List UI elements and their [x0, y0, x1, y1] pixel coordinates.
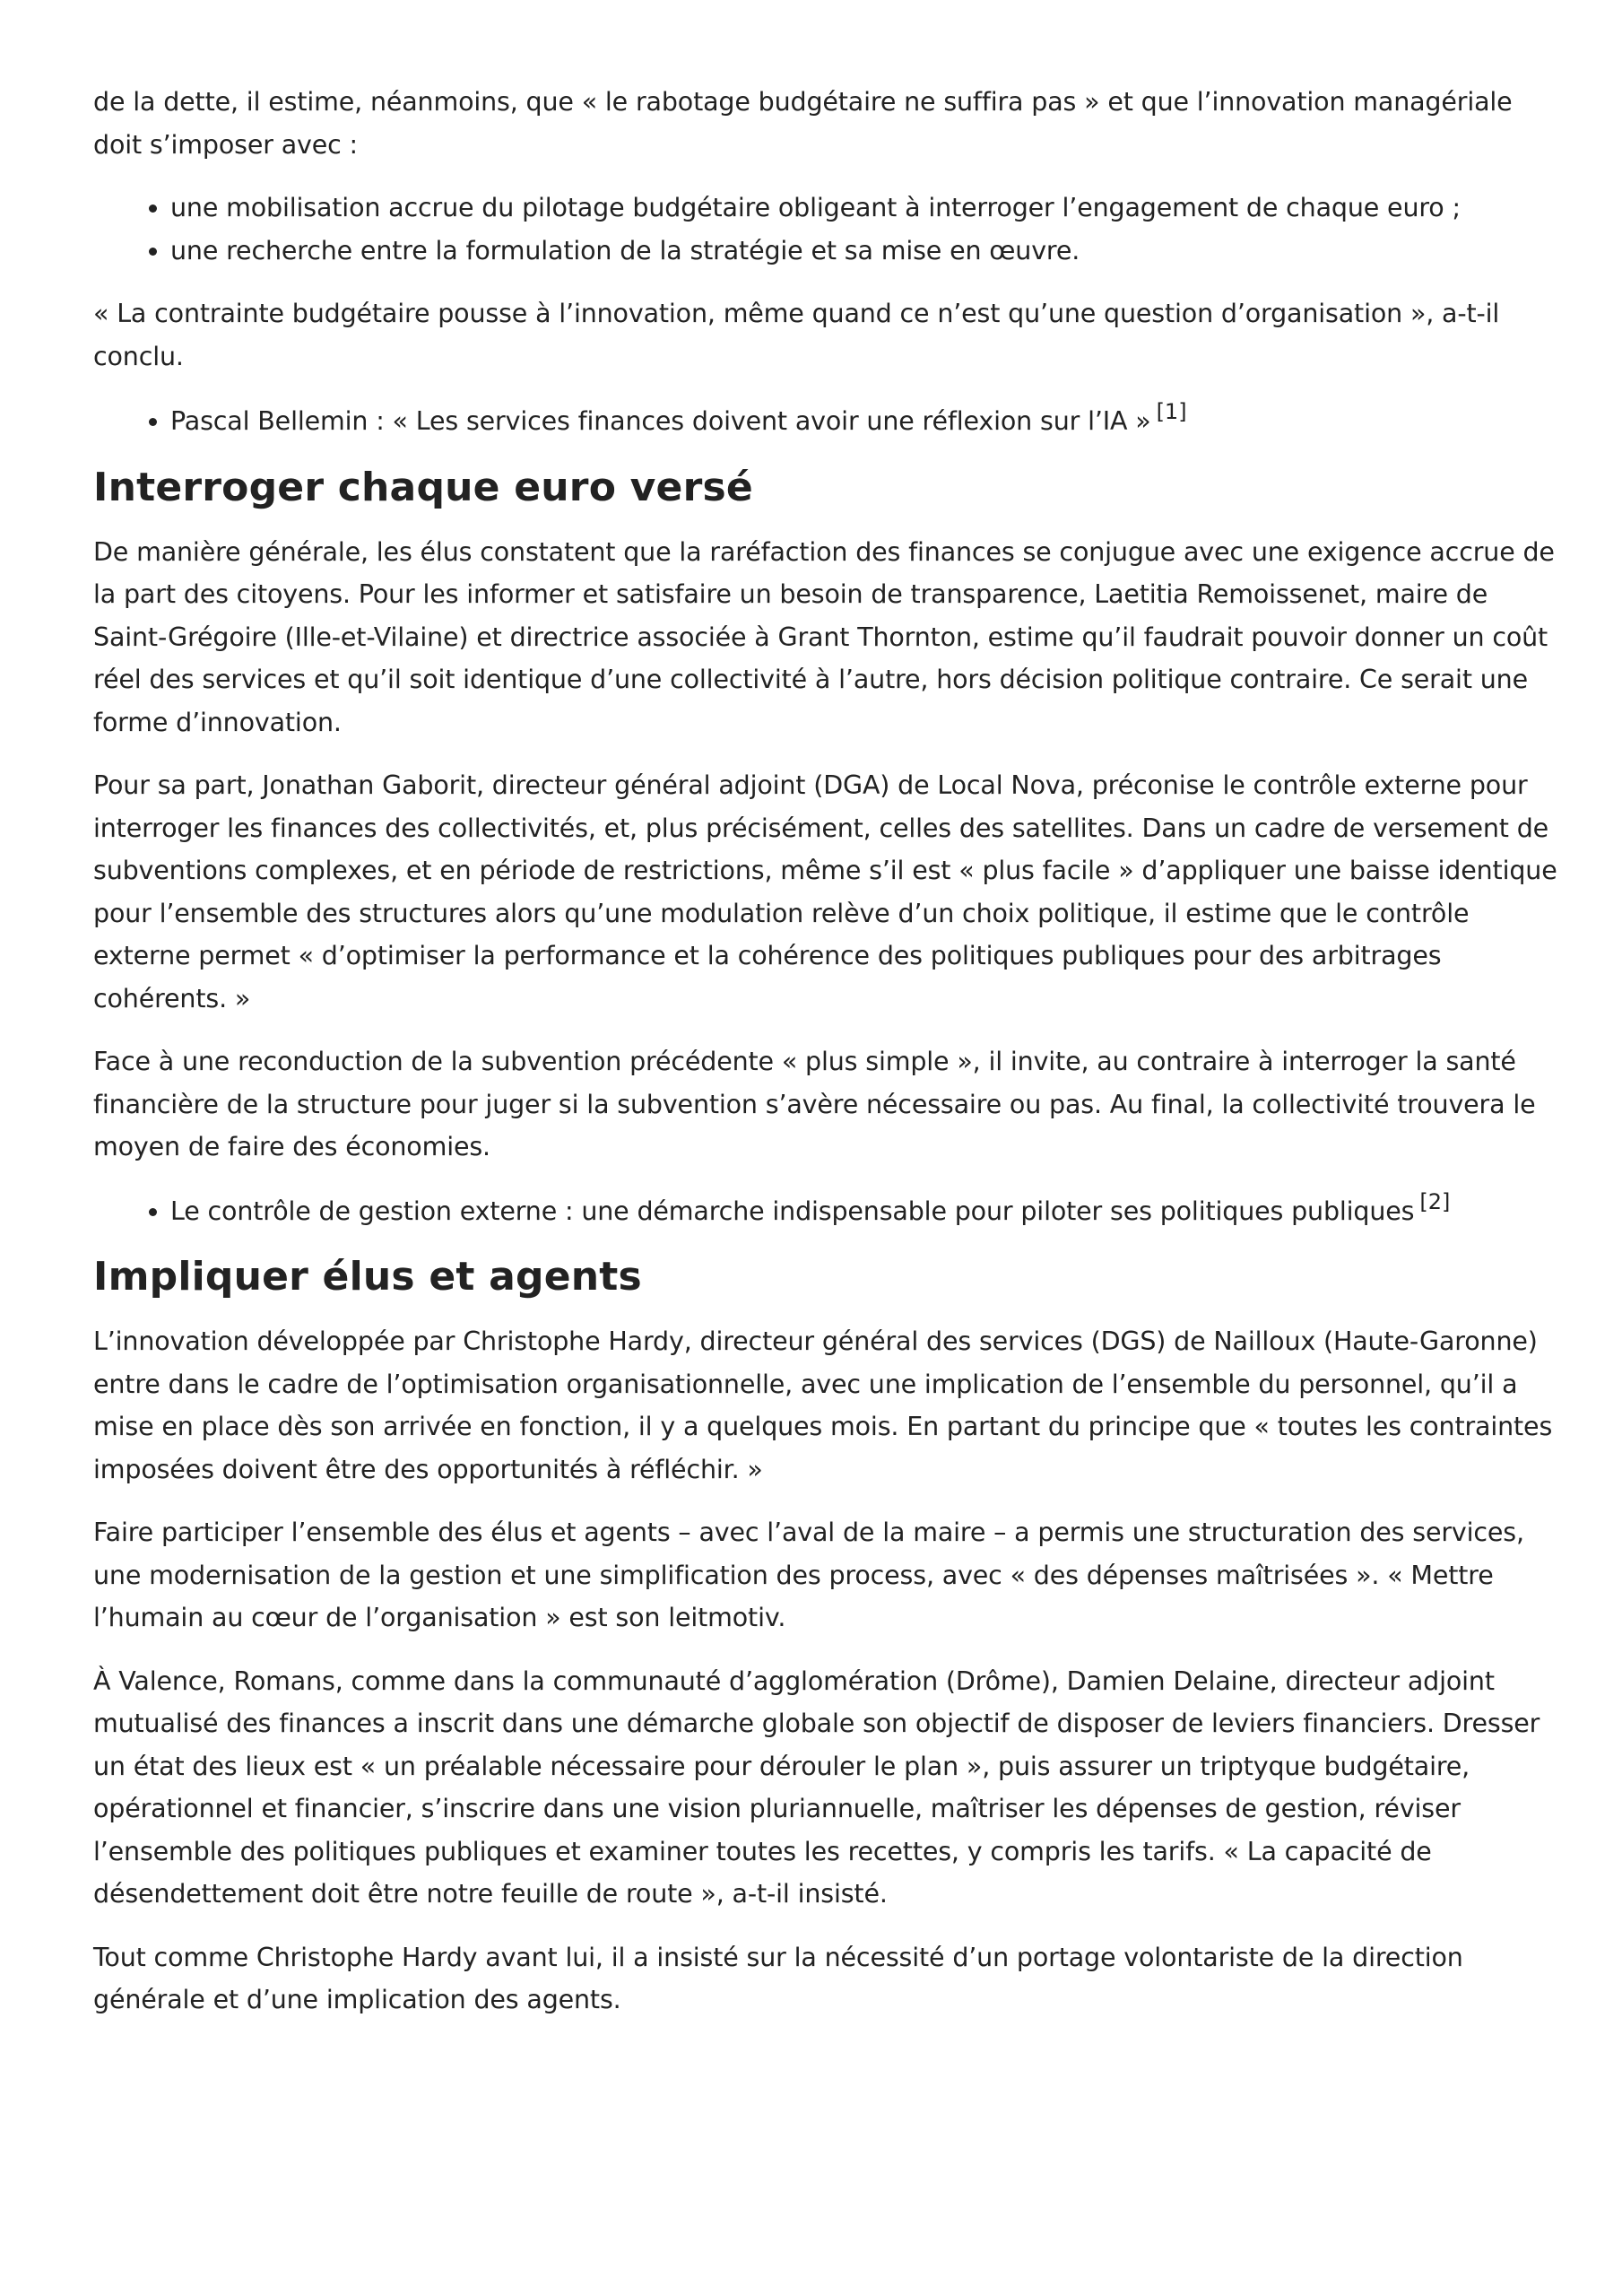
- quote-paragraph: « La contrainte budgétaire pousse à l’innovation, même quand ce n’est qu’une question d’organisation », a-t-il conclu.: [93, 299, 1500, 371]
- list-item: • une recherche entre la formulation de la stratégie et sa mise en œuvre.: [170, 230, 1564, 273]
- footnote-ref[interactable]: [1]: [1156, 399, 1187, 424]
- related-article-list: [93, 1190, 1564, 1233]
- intro-bullet-list: [93, 187, 1564, 272]
- section-paragraph: Faire participer l’ensemble des élus et agents – avec l’aval de la maire – a permis une structuration des services, une modernisation de la gestion et une simplification des process, avec « des dépenses maîtrisées ». « Mettre l’humain au cœur de l’organisation » est son leitmotiv.: [93, 1518, 1524, 1632]
- section-paragraph: De manière générale, les élus constatent que la raréfaction des finances se conjugue avec une exigence accrue de la part des citoyens. Pour les informer et satisfaire un besoin de transparence, Laetitia Remoissenet, maire de Saint-Grégoire (Ille-et-Vilaine) et directrice associée à Grant Thornton, estime qu’il faudrait pouvoir donner un coût réel des services et qu’il soit identique d’une collectivité à l’autre, hors décision politique contraire. Ce serait une forme d’innovation.: [93, 536, 1555, 737]
- related-article-link[interactable]: Le contrôle de gestion externe : une démarche indispensable pour piloter ses politiques publiques: [170, 1196, 1415, 1226]
- section-paragraph: Pour sa part, Jonathan Gaborit, directeur général adjoint (DGA) de Local Nova, préconise le contrôle externe pour interroger les finances des collectivités, et, plus précisément, celles des satellites. Dans un cadre de versement de subventions complexes, et en période de restrictions, même s’il est « plus facile » d’appliquer une baisse identique pour l’ensemble des structures alors qu’une modulation relève d’un choix politique, il estime que le contrôle externe permet « d’optimiser la performance et la cohérence des politiques publiques pour des arbitrages cohérents. »: [93, 770, 1557, 1013]
- related-article-item: [170, 1190, 1564, 1233]
- section-paragraph: Face à une reconduction de la subvention précédente « plus simple », il invite, au contraire à interroger la santé financière de la structure pour juger si la subvention s’avère nécessaire ou pas. Au final, la collectivité trouvera le moyen de faire des économies.: [93, 1047, 1536, 1161]
- section-paragraph: L’innovation développée par Christophe Hardy, directeur général des services (DGS) de Nailloux (Haute-Garonne) entre dans le cadre de l’optimisation organisationnelle, avec une implication de l’ensemble du personnel, qu’il a mise en place dès son arrivée en fonction, il y a quelques mois. En partant du principe que « toutes les contraintes imposées doivent être des opportunités à réfléchir. »: [93, 1326, 1553, 1484]
- section-paragraph: Tout comme Christophe Hardy avant lui, il a insisté sur la nécessité d’un portage volontariste de la direction générale et d’une implication des agents.: [93, 1942, 1463, 2014]
- related-article-link[interactable]: Pascal Bellemin : « Les services finances doivent avoir une réflexion sur l’IA »: [170, 406, 1151, 436]
- related-article-item: [170, 400, 1564, 443]
- intro-paragraph: de la dette, il estime, néanmoins, que « le rabotage budgétaire ne suffira pas » et que l’innovation managériale doit s’imposer avec :: [93, 87, 1513, 160]
- article-body: [93, 81, 1564, 2022]
- footnote-ref[interactable]: [2]: [1419, 1188, 1451, 1214]
- section-heading: Interroger chaque euro versé: [93, 464, 753, 510]
- section-paragraph: À Valence, Romans, comme dans la communauté d’agglomération (Drôme), Damien Delaine, directeur adjoint mutualisé des finances a inscrit dans une démarche globale son objectif de disposer de leviers financiers. Dresser un état des lieux est « un préalable nécessaire pour dérouler le plan », puis assurer un triptyque budgétaire, opérationnel et financier, s’inscrire dans une vision pluriannuelle, maîtriser les dépenses de gestion, réviser l’ensemble des politiques publiques et examiner toutes les recettes, y compris les tarifs. « La capacité de désendettement doit être notre feuille de route », a-t-il insisté.: [93, 1665, 1540, 1909]
- list-item: • une mobilisation accrue du pilotage budgétaire obligeant à interroger l’engagement de chaque euro ;: [170, 187, 1564, 230]
- section-heading: Impliquer élus et agents: [93, 1254, 642, 1300]
- related-article-list: [93, 400, 1564, 443]
